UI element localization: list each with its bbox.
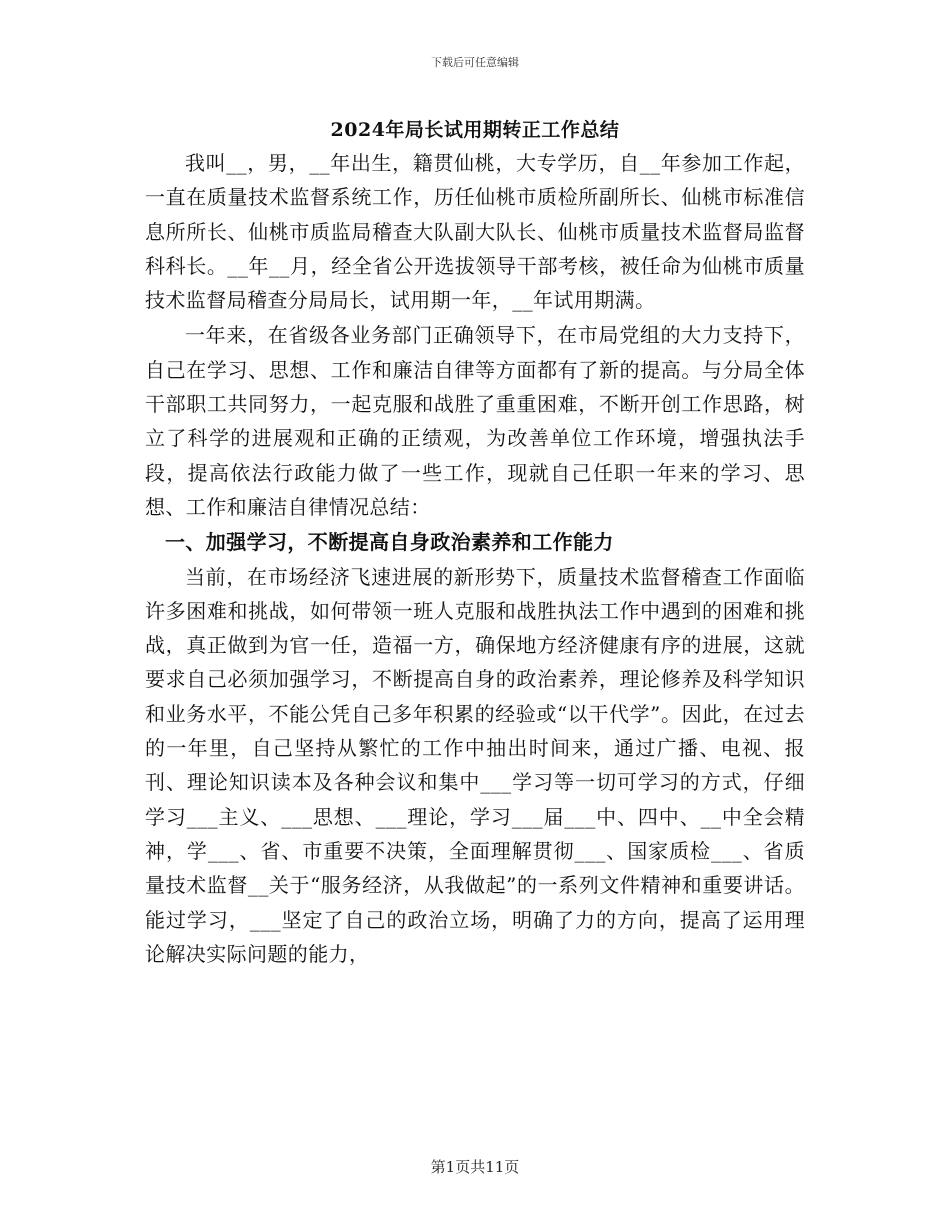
document-title: 2024年局长试用期转正工作总结 [330,119,620,141]
paragraph-section-one: 当前，在市场经济飞速进展的新形势下，质量技术监督稽查工作面临许多困难和挑战，如何带领一班人克服和战胜执法工作中遇到的困难和挑战，真正做到为官一任，造福一方，确保地方经济健康有序的进展，这就要求自己必须加强学习，不断提高自身的政治素养，理论修养及科学知识和业务水平，不能公凭自己多年积累的经验或“以干代学”。因此，在过去的一年里，自己坚持从繁忙的工作中抽出时间来，通过广播、电视、报刊、理论知识读本及各种会议和集中___学习等一切可学习的方式，仔细学习___主义、___思想、___理论，学习___届___中、四中、__中全会精神，学___、省、市重要不决策，全面理解贯彻___、国家质检___、省质量技术监督__关于“服务经济，从我做起”的一系列文件精神和重要讲话。能过学习，___坚定了自己的政治立场，明确了力的方向，提高了运用理论解决实际问题的能力， [145,564,805,966]
page-number: 第1页共11页 [430,1158,520,1176]
document-body [145,146,805,972]
section-heading: 一、加强学习，不断提高自身政治素养和工作能力 [165,530,614,555]
download-note: 下载后可任意编辑 [431,56,519,69]
paragraph-intro: 我叫__，男，__年出生，籍贯仙桃，大专学历，自__年参加工作起，一直在质量技术监督系统工作，历任仙桃市质检所副所长、仙桃市标准信息所所长、仙桃市质监局稽查大队副大队长、仙桃市质量技术监督局监督科科长。__年__月，经全省公开选拔领导干部考核，被任命为仙桃市质量技术监督局稽查分局局长，试用期一年，__年试用期满。 [145,151,805,313]
paragraph-overview: 一年来，在省级各业务部门正确领导下，在市局党组的大力支持下，自己在学习、思想、工作和廉洁自律等方面都有了新的提高。与分局全体干部职工共同努力，一起克服和战胜了重重困难，不断开创工作思路，树立了科学的进展观和正确的正绩观，为改善单位工作环境，增强执法手段，提高依法行政能力做了一些工作，现就自己任职一年来的学习、思想、工作和廉洁自律情况总结： [145,323,805,519]
